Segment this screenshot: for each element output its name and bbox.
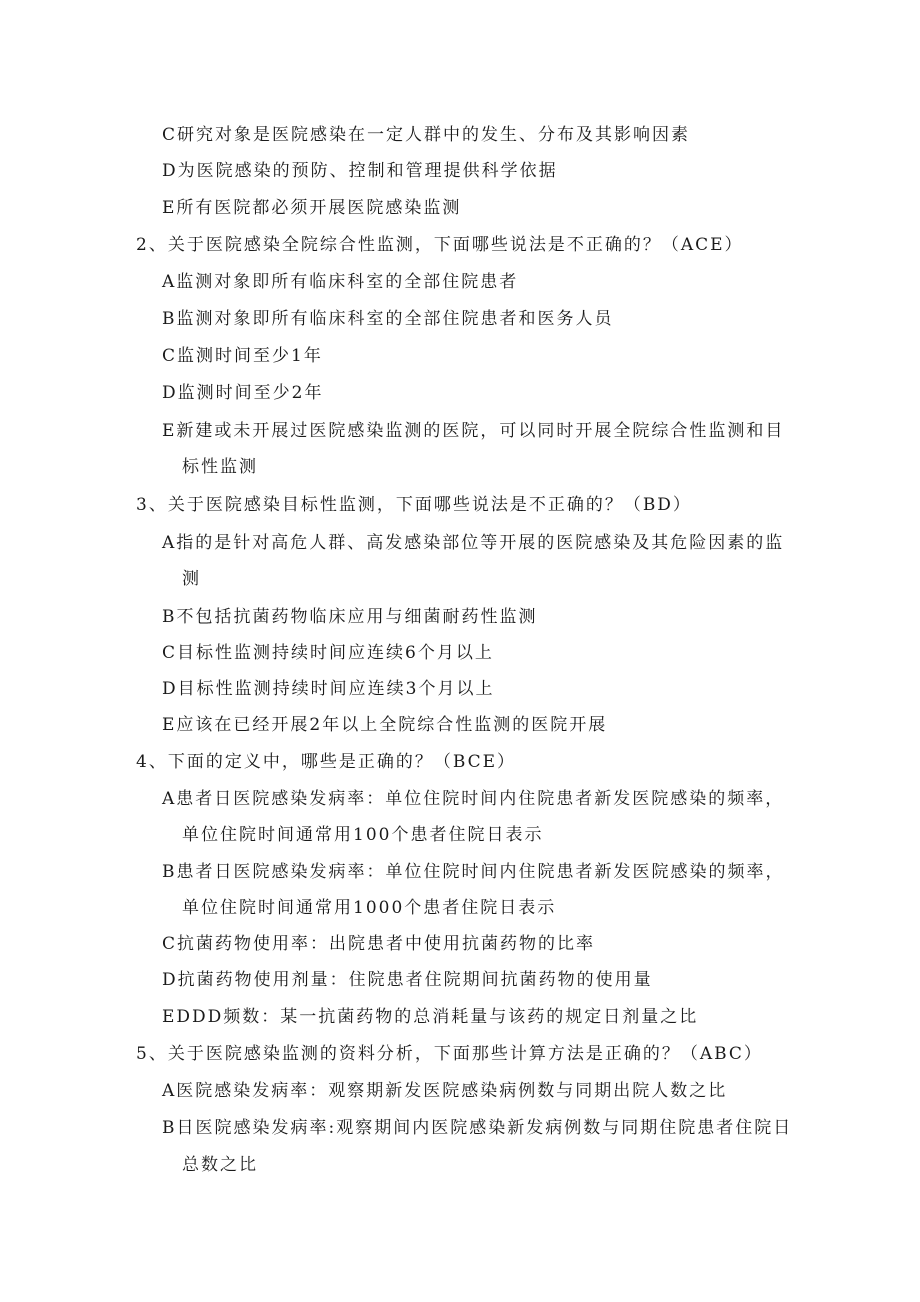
option-5b: B日医院感染发病率:观察期间内医院感染新发病例数与同期住院患者住院日 xyxy=(162,1118,793,1138)
option-3a-continuation: 测 xyxy=(182,569,201,589)
option-2e: E新建或未开展过医院感染监测的医院，可以同时开展全院综合性监测和目 xyxy=(162,421,785,441)
option-2c: C监测时间至少1年 xyxy=(162,346,323,366)
option-2d: D监测时间至少2年 xyxy=(162,383,324,403)
option-3e: E应该在已经开展2年以上全院综合性监测的医院开展 xyxy=(162,715,608,735)
option-1c: C研究对象是医院感染在一定人群中的发生、分布及其影响因素 xyxy=(162,125,691,145)
option-5b-continuation: 总数之比 xyxy=(182,1155,258,1175)
option-4d: D抗菌药物使用剂量：住院患者住院期间抗菌药物的使用量 xyxy=(162,970,653,990)
question-5: 5、关于医院感染监测的资料分析，下面那些计算方法是正确的？（ABC） xyxy=(136,1044,763,1064)
option-2b: B监测对象即所有临床科室的全部住院患者和医务人员 xyxy=(162,309,614,329)
question-3: 3、关于医院感染目标性监测，下面哪些说法是不正确的？（BD） xyxy=(136,495,692,515)
option-4a: A患者日医院感染发病率：单位住院时间内住院患者新发医院感染的频率， xyxy=(162,789,785,809)
option-3d: D目标性监测持续时间应连续3个月以上 xyxy=(162,679,495,699)
option-2a: A监测对象即所有临床科室的全部住院患者 xyxy=(162,272,519,292)
option-4c: C抗菌药物使用率：出院患者中使用抗菌药物的比率 xyxy=(162,934,596,954)
option-1d: D为医院感染的预防、控制和管理提供科学依据 xyxy=(162,161,558,181)
option-2e-continuation: 标性监测 xyxy=(182,457,258,477)
option-4e: EDDD频数：某一抗菌药物的总消耗量与该药的规定日剂量之比 xyxy=(162,1007,699,1027)
question-4: 4、下面的定义中，哪些是正确的？（BCE） xyxy=(136,752,517,772)
option-5a: A医院感染发病率：观察期新发医院感染病例数与同期出院人数之比 xyxy=(162,1081,728,1101)
option-3b: B不包括抗菌药物临床应用与细菌耐药性监测 xyxy=(162,607,538,627)
option-4b: B患者日医院感染发病率：单位住院时间内住院患者新发医院感染的频率， xyxy=(162,862,785,882)
option-4a-continuation: 单位住院时间通常用100个患者住院日表示 xyxy=(182,825,544,845)
question-2: 2、关于医院感染全院综合性监测，下面哪些说法是不正确的？（ACE） xyxy=(136,235,744,255)
option-4b-continuation: 单位住院时间通常用1000个患者住院日表示 xyxy=(182,898,557,918)
option-1e: E所有医院都必须开展医院感染监测 xyxy=(162,198,462,218)
option-3c: C目标性监测持续时间应连续6个月以上 xyxy=(162,643,494,663)
option-3a: A指的是针对高危人群、高发感染部位等开展的医院感染及其危险因素的监 xyxy=(162,533,785,553)
